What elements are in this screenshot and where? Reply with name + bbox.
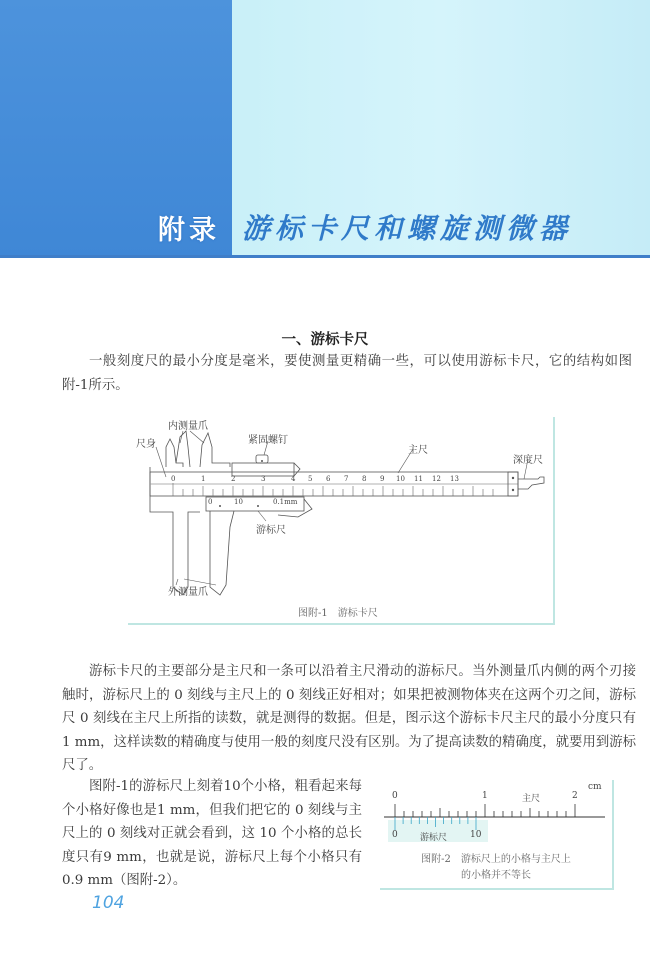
tick-label: 3: [261, 475, 266, 483]
page-number: 104: [92, 893, 125, 913]
label-depth-rod: 深度尺: [513, 455, 543, 466]
label-main-scale: 主尺: [408, 445, 428, 456]
label-vernier-precision: 0.1mm: [273, 498, 298, 506]
tick-label: 5: [308, 475, 313, 483]
figure-scale-comparison: [380, 780, 614, 890]
label-body: 尺身: [136, 439, 156, 450]
tick-label: 0: [171, 475, 176, 483]
tick-label: 11: [414, 475, 423, 483]
tick-label: 0: [208, 498, 213, 506]
paragraph-main: 游标卡尺的主要部分是主尺和一条可以沿着主尺滑动的游标尺。当外测量爪内侧的两个刃接触时，游标尺上的 0 刻线与主尺上的 0 刻线正好相对；如果把被测物体夹在这两个刃之间，游标尺 0 刻线在主尺上所指的读数，就是测得的数据。但是，图示这个游标卡尺主尺的最小分度只有 1 mm，这样读数的精确度与使用一般的刻度尺没有区别。为了提高读数的精确度，就要用到游标尺了。: [62, 664, 636, 773]
main-tick-0: 0: [392, 791, 398, 801]
label-outer-jaws: 外测量爪: [168, 587, 208, 598]
tick-label: 6: [326, 475, 331, 483]
vernier-tick-0: 0: [392, 830, 398, 840]
paragraph-intro: 一般刻度尺的最小分度是毫米，要使测量更精确一些，可以使用游标卡尺，它的结构如图附-1所示。: [62, 354, 632, 393]
tick-label: 13: [450, 475, 459, 483]
main-tick-2: 2: [572, 791, 578, 801]
tick-label: 2: [231, 475, 236, 483]
label-vernier: 游标尺: [256, 525, 286, 536]
chapter-header: [0, 0, 650, 257]
vernier-scale-label: 游标尺: [420, 833, 448, 843]
tick-label: 8: [362, 475, 367, 483]
appendix-title: 游标卡尺和螺旋测微器: [242, 212, 573, 245]
tick-label: 9: [380, 475, 385, 483]
appendix-label: 附录: [158, 215, 220, 246]
tick-label: 1: [201, 475, 206, 483]
tick-label: 12: [432, 475, 441, 483]
figure2-caption-line2: 的小格并不等长: [461, 870, 531, 881]
tick-label: 10: [396, 475, 405, 483]
section-title: 一、游标卡尺: [281, 332, 369, 348]
figure2-caption-line1: 图附-2 游标尺上的小格与主尺上: [421, 854, 571, 865]
unit-label: cm: [588, 782, 602, 792]
figure1-caption: 图附-1 游标卡尺: [298, 608, 378, 619]
figure-vernier-caliper: [128, 417, 555, 625]
header-divider: [0, 255, 650, 258]
tick-label: 7: [344, 475, 349, 483]
label-inner-jaws: 内测量爪: [168, 421, 208, 432]
vernier-tick-10: 10: [470, 830, 482, 840]
tick-label: 10: [234, 498, 243, 506]
main-tick-1: 1: [482, 791, 488, 801]
main-scale-label: 主尺: [522, 794, 541, 804]
paragraph-vernier: 图附-1的游标尺上刻着10个小格，粗看起来每个小格好像也是1 mm，但我们把它的 0 刻线与主尺上的 0 刻线对正就会看到，这 10 个小格的总长度只有9 mm，也就是说，游标尺上每个小格只有 0.9 mm（图附-2）。: [62, 779, 362, 888]
tick-label: 4: [291, 475, 296, 483]
figure2-caption: [380, 852, 612, 884]
label-lock-screw: 紧固螺钉: [248, 435, 288, 446]
